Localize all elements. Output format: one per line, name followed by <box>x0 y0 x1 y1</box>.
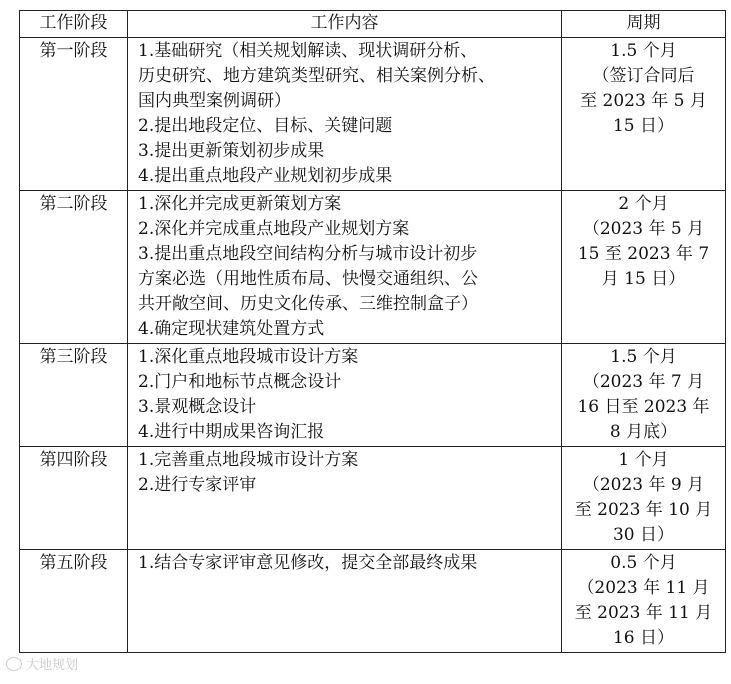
task-line: 2.门户和地标节点概念设计 <box>138 372 342 392</box>
header-duration: 周期 <box>562 11 726 38</box>
duration-line: 1.5 个月 <box>610 347 677 367</box>
task-line: 国内典型案例调研） <box>138 91 291 111</box>
task-line: 1.深化并完成更新策划方案 <box>138 194 342 214</box>
phase-cell: 第四阶段 <box>20 447 128 550</box>
content-cell <box>128 38 562 191</box>
task-line: 共开敞空间、历史文化传承、三维控制盒子） <box>138 294 478 314</box>
task-line: 2.深化并完成重点地段产业规划方案 <box>138 219 410 239</box>
task-line: 2.提出地段定位、目标、关键问题 <box>138 116 393 136</box>
duration-cell <box>562 191 726 344</box>
content-cell <box>128 550 562 653</box>
duration-line: （2023 年 11 月 <box>577 578 710 598</box>
logo-icon <box>6 657 22 671</box>
header-phase: 工作阶段 <box>20 11 128 38</box>
duration-line: 至 2023 年 11 月 <box>574 603 713 623</box>
phase-cell: 第二阶段 <box>20 191 128 344</box>
watermark-text: 大地规划 <box>26 658 79 673</box>
table-row <box>20 550 726 653</box>
task-line: 1.结合专家评审意见修改，提交全部最终成果 <box>138 553 478 573</box>
header-content: 工作内容 <box>128 11 562 38</box>
task-line: 1.基础研究（相关规划解读、现状调研分析、 <box>138 41 478 61</box>
duration-line: 15 至 2023 年 7 <box>577 244 710 264</box>
phase-cell: 第五阶段 <box>20 550 128 653</box>
duration-line: 16 日） <box>612 628 675 648</box>
task-line: 历史研究、地方建筑类型研究、相关案例分析、 <box>138 66 495 86</box>
table-row <box>20 38 726 191</box>
duration-line: 1 个月 <box>618 450 669 470</box>
task-line: 3.景观概念设计 <box>138 397 257 417</box>
table-row <box>20 447 726 550</box>
duration-line: 16 日至 2023 年 <box>577 397 710 417</box>
content-cell <box>128 344 562 447</box>
work-schedule-table <box>19 10 726 653</box>
duration-cell <box>562 550 726 653</box>
task-line: 3.提出更新策划初步成果 <box>138 141 325 161</box>
duration-line: 至 2023 年 10 月 <box>574 500 713 520</box>
duration-line: 2 个月 <box>618 194 669 214</box>
task-line: 1.完善重点地段城市设计方案 <box>138 450 359 470</box>
task-line: 4.提出重点地段产业规划初步成果 <box>138 166 393 186</box>
content-cell <box>128 191 562 344</box>
phase-cell: 第三阶段 <box>20 344 128 447</box>
duration-line: 8 月底） <box>609 422 678 442</box>
table-row <box>20 191 726 344</box>
task-line: 4.确定现状建筑处置方式 <box>138 319 325 339</box>
duration-line: （2023 年 7 月 <box>582 372 705 392</box>
table-row <box>20 344 726 447</box>
table-header <box>20 11 726 38</box>
duration-line: （签订合同后 <box>592 66 695 86</box>
task-line: 2.进行专家评审 <box>138 475 257 495</box>
task-line: 1.深化重点地段城市设计方案 <box>138 347 359 367</box>
duration-line: 月 15 日） <box>601 269 686 289</box>
duration-line: 1.5 个月 <box>610 41 677 61</box>
duration-line: （2023 年 5 月 <box>582 219 705 239</box>
task-line: 4.进行中期成果咨询汇报 <box>138 422 325 442</box>
duration-cell <box>562 447 726 550</box>
task-line: 方案必选（用地性质布局、快慢交通组织、公 <box>138 269 478 289</box>
duration-cell <box>562 344 726 447</box>
duration-line: （2023 年 9 月 <box>582 475 705 495</box>
duration-line: 15 日） <box>612 116 675 136</box>
duration-line: 30 日） <box>612 525 675 545</box>
duration-cell <box>562 38 726 191</box>
header-row <box>20 11 726 38</box>
task-line: 3.提出重点地段空间结构分析与城市设计初步 <box>138 244 478 264</box>
table-body <box>20 38 726 653</box>
duration-line: 至 2023 年 5 月 <box>580 91 707 111</box>
watermark <box>6 654 78 673</box>
duration-line: 0.5 个月 <box>610 553 677 573</box>
phase-cell: 第一阶段 <box>20 38 128 191</box>
content-cell <box>128 447 562 550</box>
